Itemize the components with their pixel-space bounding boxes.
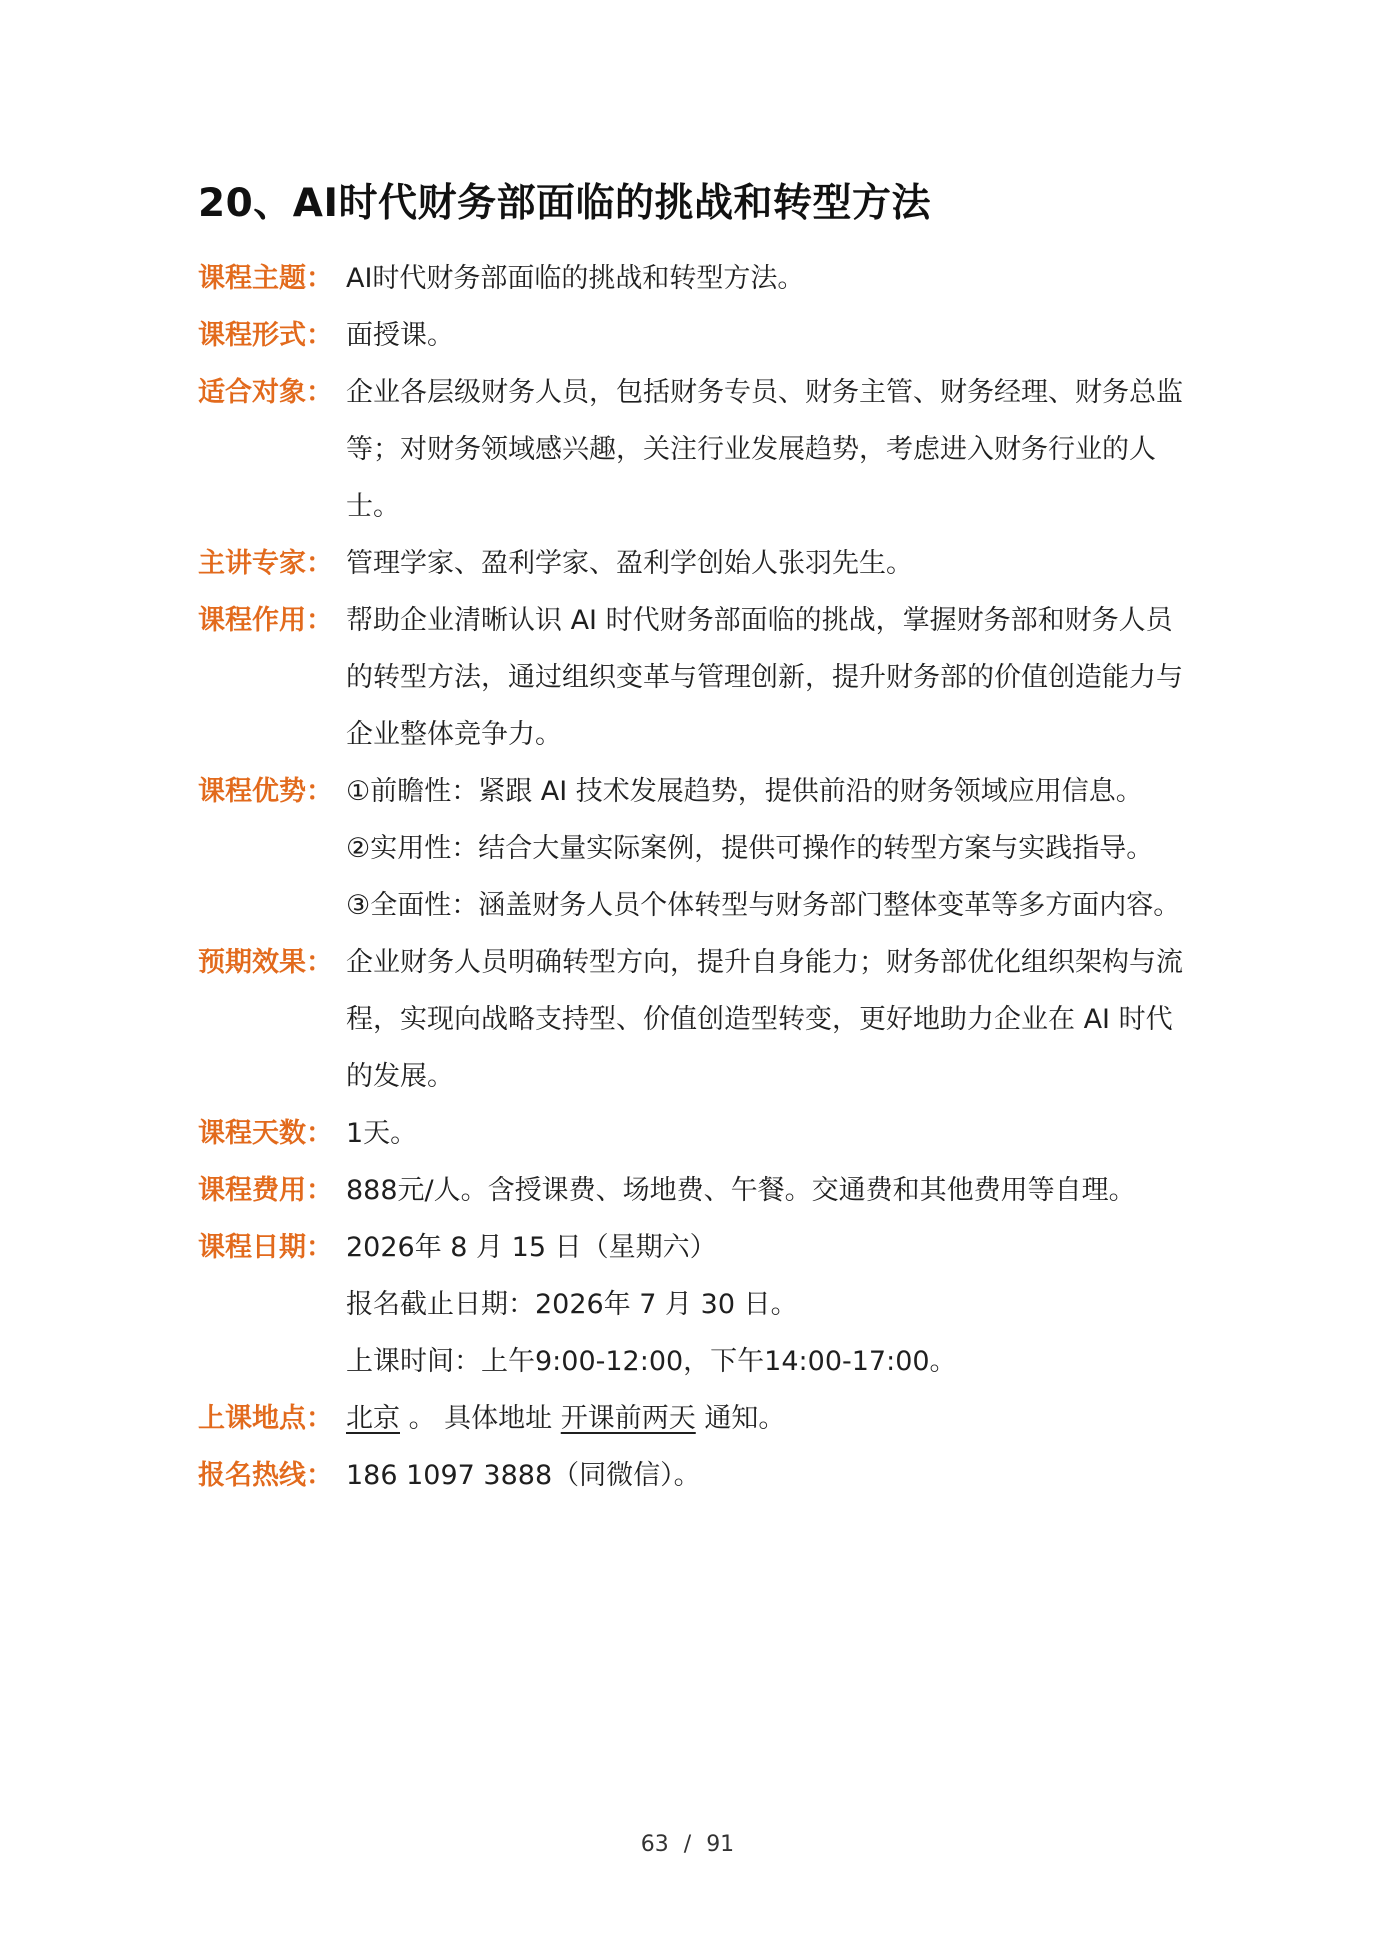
advantage-item: ②实用性：结合大量实际案例，提供可操作的转型方案与实践指导。	[346, 833, 1154, 864]
field-label: 课程日期：	[198, 1232, 333, 1263]
field-label: 课程作用：	[198, 605, 333, 636]
field-location	[198, 1390, 1198, 1447]
advantage-item: ③全面性：涵盖财务人员个体转型与财务部门整体变革等多方面内容。	[346, 890, 1181, 921]
field-value: 帮助企业清晰认识 AI 时代财务部面临的挑战，掌握财务部和财务人员的转型方法，通过组织变革与管理创新，提升财务部的价值创造能力与企业整体竞争力。	[346, 605, 1183, 750]
field-label: 课程优势：	[198, 776, 333, 807]
field-date	[198, 1219, 1198, 1390]
field-hotline	[198, 1447, 1198, 1504]
field-label: 课程形式：	[198, 320, 333, 351]
advantage-item: ①前瞻性：紧跟 AI 技术发展趋势，提供前沿的财务领域应用信息。	[346, 776, 1143, 807]
field-label: 上课地点：	[198, 1403, 333, 1434]
field-label: 课程天数：	[198, 1118, 333, 1149]
field-days	[198, 1105, 1198, 1162]
page-number: 63 / 91	[640, 1832, 735, 1857]
field-label: 适合对象：	[198, 377, 333, 408]
field-effects	[198, 934, 1198, 1105]
section-title: 20、AI时代财务部面临的挑战和转型方法	[198, 181, 931, 226]
field-label: 课程费用：	[198, 1175, 333, 1206]
field-value: 888元/人。含授课费、场地费、午餐。交通费和其他费用等自理。	[346, 1175, 1136, 1206]
field-value: 企业各层级财务人员，包括财务专员、财务主管、财务经理、财务总监等；对财务领域感兴趣，关注行业发展趋势，考虑进入财务行业的人士。	[346, 377, 1183, 522]
location-tail: 通知。	[695, 1403, 786, 1434]
field-label: 报名热线：	[198, 1460, 333, 1491]
field-value: 管理学家、盈利学家、盈利学创始人张羽先生。	[346, 548, 913, 579]
location-separator: 。 具体地址	[400, 1403, 561, 1434]
field-value: 面授课。	[346, 320, 454, 351]
location-city: 北京	[346, 1403, 400, 1434]
field-advantages	[198, 763, 1198, 934]
location-value	[346, 1390, 1198, 1447]
field-label: 课程主题：	[198, 263, 333, 294]
field-value: 企业财务人员明确转型方向，提升自身能力；财务部优化组织架构与流程，实现向战略支持型、价值创造型转变，更好地助力企业在 AI 时代的发展。	[346, 947, 1183, 1092]
field-speaker	[198, 535, 1198, 592]
field-value: AI时代财务部面临的挑战和转型方法。	[346, 263, 805, 294]
advantages-list	[346, 763, 1198, 934]
date-details	[346, 1219, 1198, 1390]
field-value: 1天。	[346, 1118, 418, 1149]
field-purpose	[198, 592, 1198, 763]
field-fee	[198, 1162, 1198, 1219]
field-audience	[198, 364, 1198, 535]
field-format	[198, 307, 1198, 364]
hotline-number: 186 1097 3888（同微信）。	[346, 1460, 701, 1491]
course-date: 2026年 8 月 15 日（星期六）	[346, 1232, 717, 1263]
class-time: 上课时间：上午9:00-12:00，下午14:00-17:00。	[346, 1346, 957, 1377]
field-label: 预期效果：	[198, 947, 333, 978]
registration-deadline: 报名截止日期：2026年 7 月 30 日。	[346, 1289, 798, 1320]
field-label: 主讲专家：	[198, 548, 333, 579]
course-info	[198, 250, 1198, 1504]
field-topic	[198, 250, 1198, 307]
address-notice-time: 开课前两天	[560, 1403, 696, 1434]
